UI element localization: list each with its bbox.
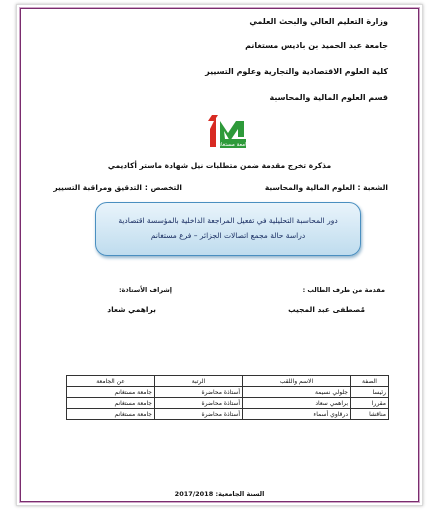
table-row	[67, 409, 389, 420]
jury-cell-name: براهمي سعاد	[243, 398, 351, 409]
document-page	[16, 4, 423, 506]
jury-header-name: الاسم واللقب	[243, 376, 351, 387]
jury-cell-name: درقاوي أسماء	[243, 409, 351, 420]
faculty-line: كلية العلوم الاقتصادية والتجارية وعلوم التسيير	[205, 67, 388, 76]
jury-table-header	[67, 376, 389, 387]
specialty-value: التدقيق ومراقبة التسيير	[53, 183, 142, 192]
jury-header-role: الصفة	[351, 376, 389, 387]
branch-label: الشعبة : العلوم المالية والمحاسبة	[264, 183, 388, 192]
university-line: جامعة عبد الحميد بن باديس مستغانم	[245, 41, 388, 50]
thesis-title-line-2: دراسة حالة مجمع اتصالات الجزائر – فرع مستغانم	[150, 231, 306, 240]
jury-cell-rank: أستاذة محاضرة	[155, 398, 243, 409]
supervisor-name: براهمي شعاد	[107, 305, 156, 314]
jury-table	[66, 375, 389, 420]
jury-cell-university: جامعة مستغانم	[67, 409, 155, 420]
jury-cell-rank: أستاذة محاضرة	[155, 387, 243, 398]
student-label: مقدمة من طرف الطالب :	[302, 286, 385, 294]
table-row	[67, 387, 389, 398]
jury-cell-university: جامعة مستغانم	[67, 387, 155, 398]
supervisor-label: إشراف الأستاذة:	[118, 286, 172, 294]
table-row	[67, 398, 389, 409]
specialty-label: التخصص :	[144, 183, 182, 192]
thesis-title-line-1: دور المحاسبة التحليلية في تفعيل المراجعة الداخلية بالمؤسسة اقتصادية	[118, 216, 338, 225]
jury-cell-role: رئيسا	[351, 387, 389, 398]
university-logo-um-icon	[204, 113, 250, 151]
department-line: قسم العلوم المالية والمحاسبة	[269, 93, 388, 102]
jury-cell-role: مقررا	[351, 398, 389, 409]
jury-cell-name: جلولي نسيمة	[243, 387, 351, 398]
jury-cell-rank: أستاذة محاضرة	[155, 409, 243, 420]
jury-header-rank: الرتبة	[155, 376, 243, 387]
memo-subtitle: مذكرة تخرج مقدمة ضمن متطلبات نيل شهادة ماستر أكاديمي	[107, 161, 332, 170]
academic-year: السنة الجامعية: 2017/2018	[174, 490, 265, 498]
ministry-line: وزارة التعليم العالي والبحث العلمي	[249, 17, 388, 26]
jury-cell-role: مناقشا	[351, 409, 389, 420]
logo-text: جامعة مستغانم	[215, 142, 250, 148]
thesis-title-box	[95, 202, 361, 256]
student-name: مُصطفى عبد المجيب	[288, 305, 365, 314]
jury-header-university: عن الجامعة	[67, 376, 155, 387]
jury-cell-university: جامعة مستغانم	[67, 398, 155, 409]
